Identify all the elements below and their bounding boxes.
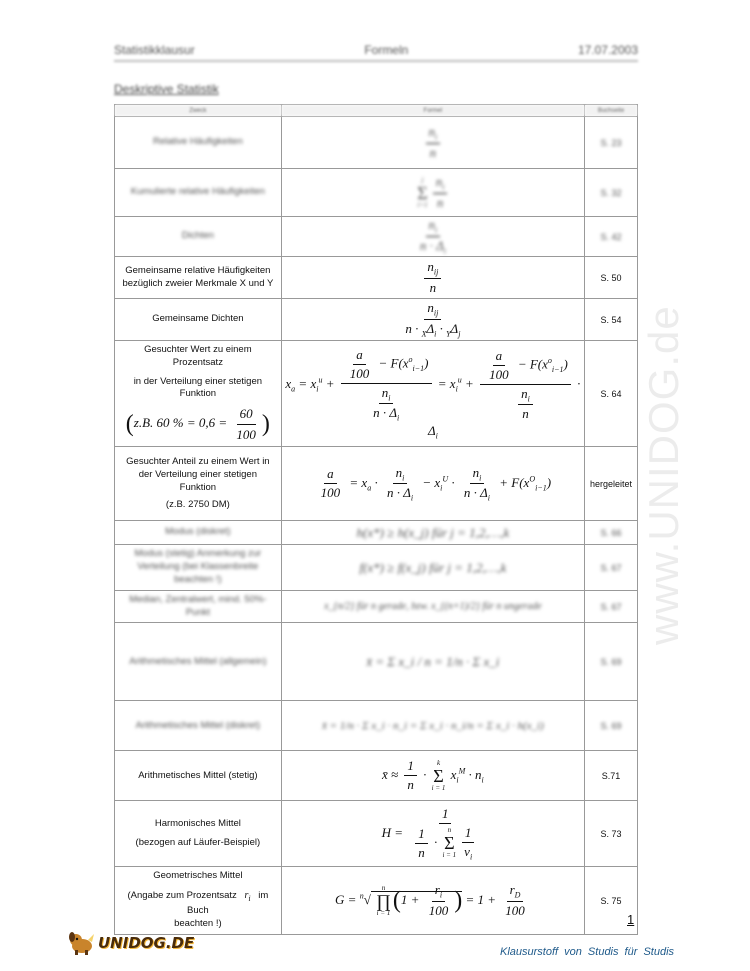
label-fragment: (Angabe zum Prozentsatz: [127, 890, 237, 902]
row-label: Arithmetisches Mittel (diskret): [115, 701, 282, 751]
section-title: Deskriptive Statistik: [114, 82, 219, 96]
label-line: (z.B. 2750 DM): [165, 498, 230, 510]
formula-cell: j Σ i=1 $\frac{n_i}{n}$: [281, 169, 584, 217]
page-ref: S. 64: [585, 341, 638, 447]
table-row: [115, 217, 638, 257]
table-row: [115, 623, 638, 701]
row-label: Modus (diskret): [115, 521, 282, 545]
row-label: Kumulierte relative Häufigkeiten: [115, 169, 282, 217]
formula-cell: H = 1 $\frac{1}{n}$ · n Σ i = 1 $\frac{1}{v_i}$: [281, 801, 584, 867]
row-label: Gemeinsame relative Häufigkeiten bezüglich zweier Merkmale X und Y: [115, 257, 282, 299]
col-header-zweck: Zweck: [115, 105, 282, 117]
row-label: [115, 341, 282, 447]
unidog-logo[interactable]: [68, 930, 194, 956]
table-row: [115, 341, 638, 447]
label-line: Geometrisches Mittel: [153, 870, 243, 882]
page-ref: S.71: [585, 751, 638, 801]
row-label: [115, 867, 282, 934]
page-ref: S. 75: [585, 867, 638, 934]
formula-cell: G = $^n$√ n ∏ i = 1 (1 + $\frac{r_i}{100}$ ) = 1 + $\frac{r_D}{100}$: [281, 867, 584, 934]
row-label: Relative Häufigkeiten: [115, 117, 282, 169]
page-header: [114, 40, 638, 62]
page-ref: S. 32: [585, 169, 638, 217]
table-row: [115, 169, 638, 217]
formula-cell: x_{n/2} für n gerade, bzw. x_{(n+1)/2} für n ungerade: [281, 590, 584, 623]
table-row: [115, 521, 638, 545]
row-label: [115, 801, 282, 867]
header-right: 17.07.2003: [577, 43, 638, 57]
formula-cell: $\frac{a}{100}$ = $x_a$ · $\frac{n_i}{n \cdot \Delta_i}$ − $x_i^U$ · $\frac{n_i}{n \cdot \Delta_i}$ + $F(x^O_{i-1})$: [281, 447, 584, 521]
logo-text: UNIDOG.DE: [98, 934, 195, 952]
page-ref: S. 23: [585, 117, 638, 169]
page-ref: S. 66: [585, 521, 638, 545]
footer-tagline: Klausurstoff von Studis für Studis: [500, 946, 675, 958]
formula-cell: x̄ = Σ x_i / n = 1/n · Σ x_i: [281, 623, 584, 701]
row-label: Arithmetisches Mittel (allgemein): [115, 623, 282, 701]
label-line: (Angabe zum Prozentsatz $r_i$ im Buch: [127, 890, 269, 917]
table-row: [115, 117, 638, 169]
page-ref: S. 67: [585, 545, 638, 590]
table-row: [115, 545, 638, 590]
formula-cell: f(x*) ≥ f(x_j) für j = 1,2,…,k: [281, 545, 584, 590]
watermark: www.UNIDOG.de: [640, 305, 687, 645]
row-label: Dichten: [115, 217, 282, 257]
table-row: [115, 299, 638, 341]
formula-cell: x̄ ≈ $\frac{1}{n}$ · k Σ i = 1 $x_i^M \cdot n_i$: [281, 751, 584, 801]
formula-cell: $\frac{n_{ij}}{n \cdot _X\Delta_i \cdot _Y\Delta_j}$: [281, 299, 584, 341]
page-number: 1: [627, 912, 635, 927]
table-row: [115, 867, 638, 934]
page-ref: S. 54: [585, 299, 638, 341]
row-label: Arithmetisches Mittel (stetig): [115, 751, 282, 801]
formula-table: [114, 104, 638, 935]
formula-cell: h(x*) ≥ h(x_j) für j = 1,2,…,k: [281, 521, 584, 545]
page-ref: hergeleitet: [585, 447, 638, 521]
label-line: Gesuchter Wert zu einem Prozentsatz: [144, 344, 252, 368]
formula-cell: $\frac{n_{ij}}{n}$: [281, 257, 584, 299]
col-header-buchseite: Buchseite: [585, 105, 638, 117]
formula-cell: x̄ = 1/n · Σ x_i · n_i = Σ x_i · n_i/n = Σ x_i · h(x_i): [281, 701, 584, 751]
row-label: Gemeinsame Dichten: [115, 299, 282, 341]
page-ref: S. 50: [585, 257, 638, 299]
label-fragment: im Buch: [187, 890, 269, 917]
label-line: Harmonisches Mittel: [154, 818, 241, 830]
page-ref: S. 69: [585, 623, 638, 701]
table-row: [115, 751, 638, 801]
row-label: Modus (stetig) Anmerkung zur Verteilung (bei Klassenbreite beachten !): [115, 545, 282, 590]
table-row: [115, 701, 638, 751]
row-label: [115, 447, 282, 521]
label-line: Gesuchter Anteil zu einem Wert in der Verteilung einer stetigen Funktion: [126, 456, 270, 493]
header-center: Formeln: [364, 43, 409, 57]
label-line: (bezogen auf Läufer-Beispiel): [135, 836, 261, 848]
formula-cell: $x_a = x_i^u$ + $\frac{a}{100}$ − $F(x^o_{i-1})$ $\frac{n_i}{n \cdot \Delta_i}$ = $x_i^u$ + $\frac{a}{100}$ − $F(x^o_{i-1})$ $\frac{n_i}{n}$ · $\Delta_i$: [281, 341, 584, 447]
label-line: in der Verteilung einer stetigen Funktion: [133, 375, 263, 400]
label-line: beachten !): [174, 917, 222, 929]
page-ref: S. 69: [585, 701, 638, 751]
formula-cell: $\frac{n_i}{n}$: [281, 117, 584, 169]
table-row: [115, 257, 638, 299]
row-label: Median, Zentralwert, mind. 50%-Punkt: [115, 590, 282, 623]
table-row: [115, 590, 638, 623]
page-ref: S. 73: [585, 801, 638, 867]
table-row: [115, 447, 638, 521]
table-row: [115, 801, 638, 867]
col-header-formel: Formel: [281, 105, 584, 117]
page-ref: S. 42: [585, 217, 638, 257]
header-left: Statistikklausur: [114, 43, 195, 57]
dog-mascot-icon: [68, 930, 96, 956]
page-ref: S. 67: [585, 590, 638, 623]
formula-cell: $\frac{n_i}{n \cdot \Delta_i}$: [281, 217, 584, 257]
example-formula: (z.B. 60 % = 0,6 = $\frac{60}{100}$ ): [125, 406, 270, 442]
